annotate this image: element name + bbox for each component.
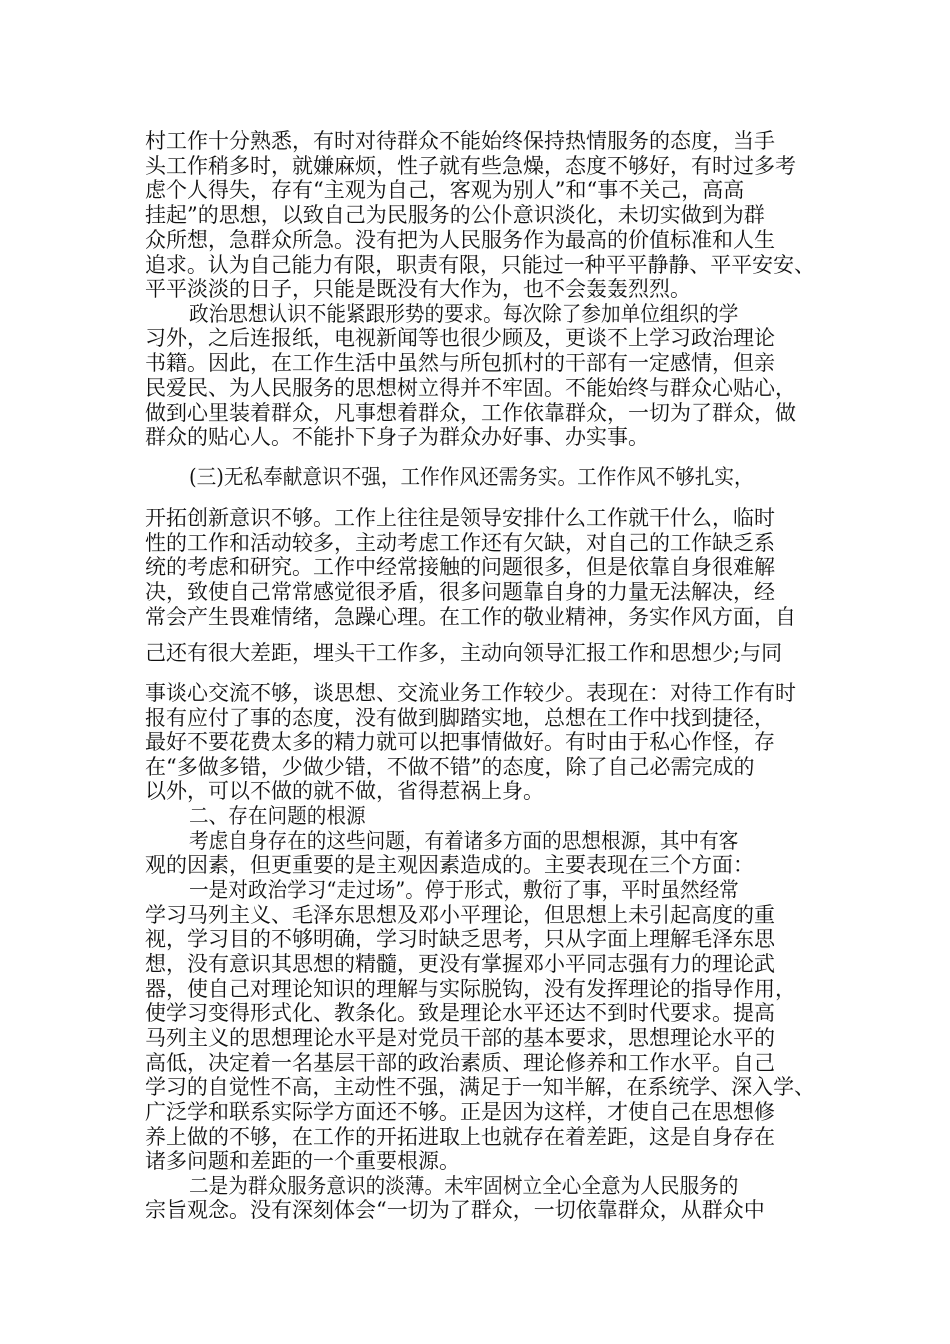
text-line: 最好不要花费太多的精力就可以把事情做好。有时由于私心作怪，存	[145, 730, 775, 754]
text-line: 挂起”的思想，以致自己为民服务的公仆意识淡化，未切实做到为群	[145, 203, 765, 227]
text-line: 追求。认为自己能力有限，职责有限，只能过一种平平静静、平平安安、	[145, 253, 815, 277]
text-line: 高低，决定着一名基层干部的政治素质、理论修养和工作水平。自己	[145, 1051, 775, 1075]
paragraph-first-line: 二是为群众服务意识的淡薄。未牢固树立全心全意为人民服务的	[189, 1174, 739, 1198]
text-line: 开拓创新意识不够。工作上往往是领导安排什么工作就干什么，临时	[145, 506, 775, 530]
paragraph-first-line: 考虑自身存在的这些问题，有着诸多方面的思想根源，其中有客	[189, 829, 739, 853]
text-line: 统的考虑和研究。工作中经常接触的问题很多，但是依靠自身很难解	[145, 555, 775, 579]
text-line: 想，没有意识其思想的精髓，更没有掌握邓小平同志强有力的理论武	[145, 952, 775, 976]
text-line: 民爱民、为人民服务的思想树立得并不牢固。不能始终与群众心贴心，	[145, 376, 796, 400]
text-line: 宗旨观念。没有深刻体会“一切为了群众，一切依靠群众，从群众中	[145, 1198, 765, 1222]
paragraph-first-line: 一是对政治学习“走过场”。停于形式，敷衍了事，平时虽然经常	[189, 878, 739, 902]
text-line: 书籍。因此，在工作生活中虽然与所包抓村的干部有一定感情，但亲	[145, 351, 775, 375]
text-line: 性的工作和活动较多，主动考虑工作还有欠缺，对自己的工作缺乏系	[145, 531, 775, 555]
text-line: 器，使自己对理论知识的理解与实际脱钩，没有发挥理论的指导作用，	[145, 977, 796, 1001]
text-line: 头工作稍多时，就嫌麻烦，性子就有些急燥，态度不够好，有时过多考	[145, 154, 796, 178]
text-line: 虑个人得失，存有“主观为自己，客观为别人”和“事不关己，高高	[145, 178, 745, 202]
text-line: 做到心里装着群众，凡事想着群众，工作依靠群众，一切为了群众，做	[145, 401, 796, 425]
text-line: 以外，可以不做的就不做，省得惹祸上身。	[145, 779, 544, 803]
text-line: 在“多做多错，少做少错，不做不错”的态度，除了自己必需完成的	[145, 755, 755, 779]
paragraph-first-line: 政治思想认识不能紧跟形势的要求。每次除了参加单位组织的学	[189, 302, 739, 326]
text-line: 常会产生畏难情绪，急躁心理。在工作的敬业精神，务实作风方面，自	[145, 605, 796, 629]
text-line: 马列主义的思想理论水平是对党员干部的基本要求，思想理论水平的	[145, 1026, 775, 1050]
text-line: 习外，之后连报纸，电视新闻等也很少顾及，更谈不上学习政治理论	[145, 326, 775, 350]
text-line: 广泛学和联系实际学方面还不够。正是因为这样，才使自己在思想修	[145, 1100, 775, 1124]
text-line: 村工作十分熟悉，有时对待群众不能始终保持热情服务的态度，当手	[145, 129, 775, 153]
text-line: 己还有很大差距，埋头干工作多，主动向领导汇报工作和思想少;与同	[145, 641, 783, 665]
text-line: 养上做的不够，在工作的开拓进取上也就存在着差距，这是自身存在	[145, 1125, 775, 1149]
text-line: 报有应付了事的态度，没有做到脚踏实地，总想在工作中找到捷径，	[145, 706, 775, 730]
section-heading: 二、存在问题的根源	[189, 804, 366, 828]
text-line: 学习的自觉性不高，主动性不强，满足于一知半解，在系统学、深入学、	[145, 1075, 815, 1099]
text-line: 决，致使自己常常感觉很矛盾，很多问题靠自身的力量无法解决，经	[145, 580, 775, 604]
text-line: 观的因素，但更重要的是主观因素造成的。主要表现在三个方面：	[145, 853, 754, 877]
text-line: 使学习变得形式化、教条化。致是理论水平还达不到时代要求。提高	[145, 1001, 775, 1025]
text-line: 平平淡淡的日子，只能是既没有大作为，也不会轰轰烈烈。	[145, 277, 691, 301]
text-line: 诸多问题和差距的一个重要根源。	[145, 1149, 460, 1173]
text-line: 视，学习目的不够明确，学习时缺乏思考，只从字面上理解毛泽东思	[145, 927, 775, 951]
paragraph-first-line: (三)无私奉献意识不强，工作作风还需务实。工作作风不够扎实，	[189, 465, 754, 489]
text-line: 众所想，急群众所急。没有把为人民服务作为最高的价值标准和人生	[145, 228, 775, 252]
text-line: 学习马列主义、毛泽东思想及邓小平理论，但思想上未引起高度的重	[145, 903, 775, 927]
text-line: 群众的贴心人。不能扑下身子为群众办好事、办实事。	[145, 425, 649, 449]
text-line: 事谈心交流不够，谈思想、交流业务工作较少。表现在：对待工作有时	[145, 681, 796, 705]
